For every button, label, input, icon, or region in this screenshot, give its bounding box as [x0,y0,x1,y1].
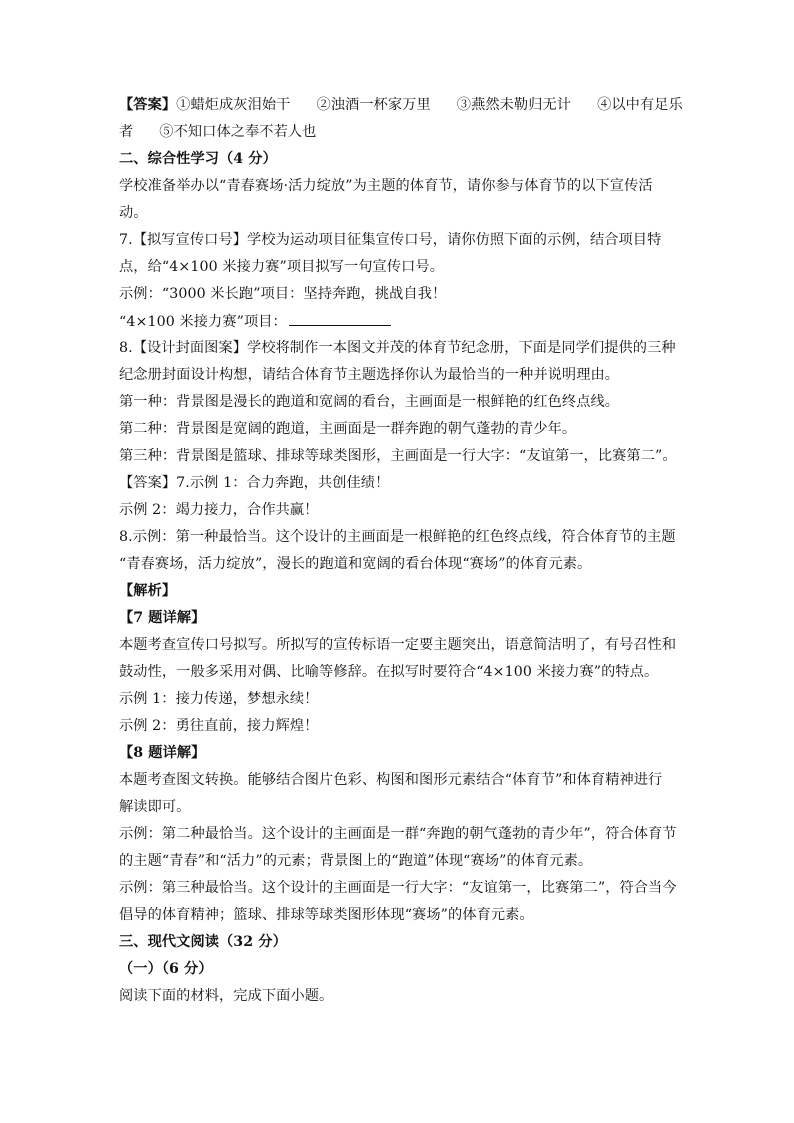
q7-analysis-example-1: 示例 1：接力传递，梦想永续！ [119,691,319,707]
q8-analysis-1: 本题考查图文转换。能够结合图片色彩、构图和图形元素结合“体育节”和体育精神进行 [119,772,663,788]
answer-item-4-cont: 者 [119,124,134,140]
q8-analysis-5: 示例：第三种最恰当。这个设计的主画面是一行大字：“友谊第一，比赛第二”，符合当今 [119,880,677,896]
q8-analysis-heading: 【8 题详解】 [119,745,206,761]
answer-item-5: ⑤不知口体之奉不若人也 [159,124,317,140]
q8-analysis-4: 的主题“青春”和“活力”的元素；背景图上的“跑道”体现“赛场”的体育元素。 [119,853,593,869]
section-2-heading: 二、综合性学习（4 分） [119,151,277,167]
section-3-heading: 三、现代文阅读（32 分） [119,934,287,950]
answer-2-line-4: “青春赛场，活力绽放”，漫长的跑道和宽阔的看台体现“赛场”的体育元素。 [119,556,592,572]
q8-option-3: 第三种：背景图是篮球、排球等球类图形，主画面是一行大字：“友谊第一，比赛第二”。 [119,448,677,464]
q8-analysis-3: 示例：第二种最恰当。这个设计的主画面是一群“奔跑的朝气蓬勃的青少年”，符合体育节 [119,826,677,842]
answer-2-line-3: 8.示例：第一种最恰当。这个设计的主画面是一根鲜艳的红色终点线，符合体育节的主题 [119,529,676,545]
q8-analysis-6: 倡导的体育精神；篮球、排球等球类图形体现“赛场”的体育元素。 [119,907,534,923]
answer-item-3: ③燕然未勒归无计 [456,97,572,113]
q7-analysis-example-2: 示例 2：勇往直前，接力辉煌！ [119,718,319,734]
answer-item-1: ①蜡炬成灰泪始干 [176,97,291,113]
q8-analysis-2: 解读即可。 [119,799,191,815]
section-2-intro-2: 动。 [119,205,148,221]
q7-prompt-line [119,312,679,331]
q7-line-1: 7.【拟写宣传口号】学校为运动项目征集宣传口号，请你仿照下面的示例，结合项目特 [119,232,662,248]
answer-blank [289,312,391,326]
q7-example: 示例：“3000 米长跑”项目：坚持奔跑，挑战自我！ [119,286,447,302]
answer-1-line-1 [119,96,683,114]
q7-analysis-1: 本题考查宣传口号拟写。所拟写的宣传标语一定要主题突出，语意简洁明了，有号召性和 [119,637,677,653]
answer-1-line-2 [119,123,679,141]
answer-item-4: ④以中有足乐 [597,97,683,113]
answer-item-2: ②浊酒一杯家万里 [316,97,431,113]
analysis-label: 【解析】 [119,583,177,599]
q8-option-2: 第二种：背景图是宽阔的跑道，主画面是一群奔跑的朝气蓬勃的青少年。 [119,421,577,437]
section-3-subheading: （一）（6 分） [119,961,213,977]
answer-2-line-1: 【答案】7.示例 1：合力奔跑，共创佳绩！ [119,475,390,491]
section-2-intro-1: 学校准备举办以“青春赛场·活力绽放”为主题的体育节，请你参与体育节的以下宣传活 [119,178,653,194]
q7-analysis-2: 鼓动性，一般多采用对偶、比喻等修辞。在拟写时要符合“4×100 米接力赛”的特点。 [119,664,659,680]
q7-prompt: “4×100 米接力赛”项目： [119,314,287,330]
section-3-instruction: 阅读下面的材料，完成下面小题。 [119,988,334,1004]
q8-option-1: 第一种：背景图是漫长的跑道和宽阔的看台，主画面是一根鲜艳的红色终点线。 [119,394,620,410]
q7-analysis-heading: 【7 题详解】 [119,610,206,626]
answer-2-line-2: 示例 2：竭力接力，合作共赢！ [119,502,319,518]
q8-line-1: 8.【设计封面图案】学校将制作一本图文并茂的体育节纪念册，下面是同学们提供的三种 [119,340,676,356]
q7-line-2: 点，给“4×100 米接力赛”项目拟写一句宣传口号。 [119,259,444,275]
answer-label: 【答案】 [119,97,177,113]
q8-line-2: 纪念册封面设计构想，请结合体育节主题选择你认为最恰当的一种并说明理由。 [119,367,620,383]
